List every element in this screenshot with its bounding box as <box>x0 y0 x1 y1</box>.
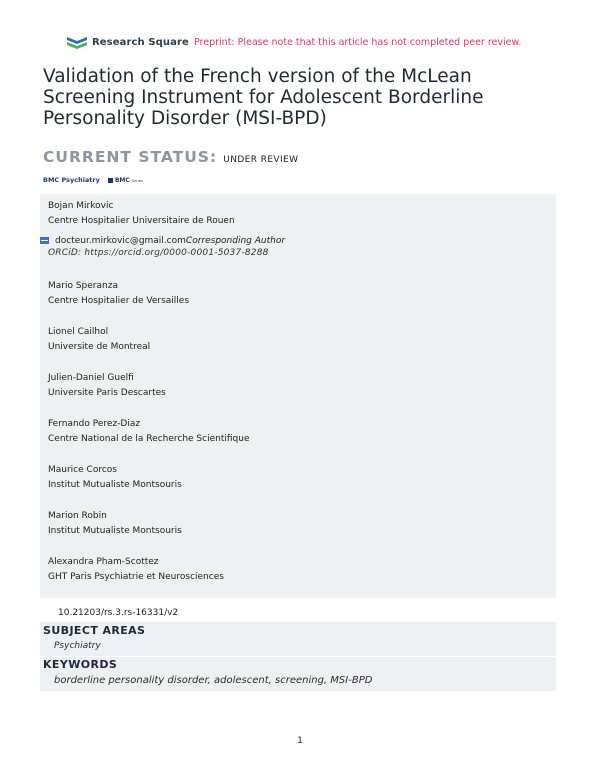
mail-icon[interactable] <box>40 237 49 244</box>
author-name: Maurice Corcos <box>48 465 117 475</box>
preprint-notice: Preprint: Please note that this article has not completed peer review. <box>194 37 522 48</box>
author-name: Lionel Cailhol <box>48 327 109 337</box>
research-square-logo[interactable] <box>66 34 189 50</box>
author-affiliation: Universite de Montreal <box>48 342 151 352</box>
author-item <box>48 279 189 309</box>
logo-text: Research Square <box>92 36 189 48</box>
status-label: CURRENT STATUS: <box>43 148 218 166</box>
bmc-square-icon <box>108 178 113 183</box>
corresponding-author-label: Corresponding Author <box>185 236 286 246</box>
doi[interactable]: 10.21203/rs.3.rs-16331/v2 <box>58 608 179 618</box>
subject-areas-heading: SUBJECT AREAS <box>43 624 146 637</box>
subject-area-item: Psychiatry <box>54 641 101 651</box>
keywords-list: borderline personality disorder, adolescent, screening, MSI-BPD <box>54 675 373 686</box>
author-name: Marion Robin <box>48 511 107 521</box>
article-title: Validation of the French version of the McLean Screening Instrument for Adolescent Borderline Personality Disorder (MSI-BPD) <box>43 66 484 129</box>
author-name: Bojan Mirkovic <box>48 201 114 211</box>
bmc-series-label: BMC <box>114 176 130 184</box>
author-name: Fernando Perez-Diaz <box>48 419 141 429</box>
author-affiliation: Institut Mutualiste Montsouris <box>48 526 182 536</box>
author-item <box>48 199 235 229</box>
research-square-logo-icon <box>66 34 88 50</box>
author-item <box>48 555 224 585</box>
bmc-series-logo <box>115 177 143 184</box>
authors-box <box>40 194 556 598</box>
bmc-series-suffix: Series <box>131 178 143 183</box>
journal-line <box>43 176 143 184</box>
journal-name[interactable]: BMC Psychiatry <box>43 176 100 184</box>
status-value: UNDER REVIEW <box>223 155 299 165</box>
author-affiliation: Universite Paris Descartes <box>48 388 166 398</box>
author-item <box>48 463 182 493</box>
corresponding-contact <box>40 234 285 249</box>
keywords-heading: KEYWORDS <box>43 658 118 671</box>
page-header <box>66 34 560 54</box>
author-name: Alexandra Pham-Scottez <box>48 557 159 567</box>
author-item <box>48 325 150 355</box>
subject-areas-section <box>40 622 556 656</box>
author-affiliation: Centre Hospitalier de Versailles <box>48 296 190 306</box>
author-item <box>48 371 166 401</box>
author-affiliation: Centre Hospitalier Universitaire de Rouen <box>48 216 235 226</box>
author-name: Mario Speranza <box>48 281 118 291</box>
author-affiliation: GHT Paris Psychiatrie et Neurosciences <box>48 572 224 582</box>
author-orcid[interactable]: ORCiD: https://orcid.org/0000-0001-5037-8288 <box>48 248 269 258</box>
author-affiliation: Centre National de la Recherche Scientifique <box>48 434 250 444</box>
author-affiliation: Institut Mutualiste Montsouris <box>48 480 182 490</box>
page-number: 1 <box>297 736 303 746</box>
author-email[interactable]: docteur.mirkovic@gmail.com <box>55 236 186 246</box>
current-status <box>43 148 298 166</box>
author-item <box>48 417 250 447</box>
keywords-section <box>40 657 556 691</box>
author-name: Julien-Daniel Guelfi <box>48 373 134 383</box>
author-item <box>48 509 182 539</box>
